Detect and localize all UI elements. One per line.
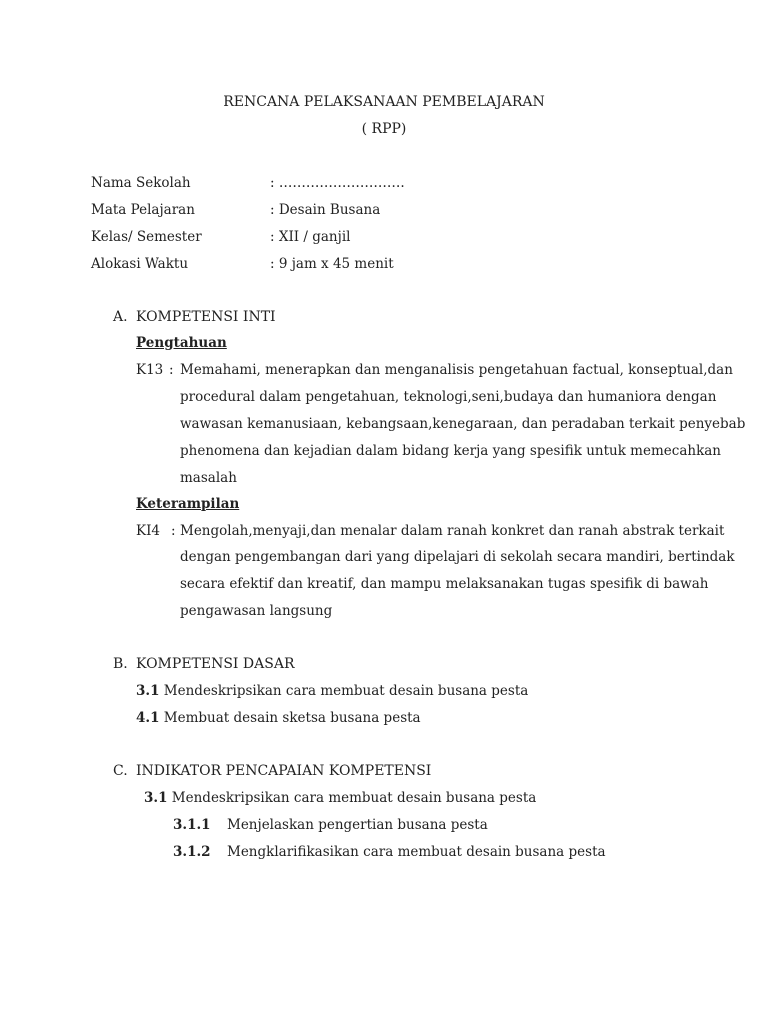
ki4-code: KI4 (136, 523, 161, 539)
kd-item-text: Mendeskripsikan cara membuat desain busana pesta (163, 683, 529, 699)
keterampilan-heading: Keterampilan (136, 496, 240, 512)
document-title: RENCANA PELAKSANAAN PEMBELAJARAN (223, 94, 545, 110)
ki3-line: Memahami, menerapkan dan menganalisis pengetahuan factual, konseptual,dan (180, 362, 733, 378)
ki4-separator: : (171, 523, 176, 539)
identity-label-time: Alokasi Waktu (91, 256, 189, 272)
pengetahuan-heading: Pengtahuan (136, 335, 227, 351)
ki3-line: procedural dalam pengetahuan, teknologi,seni,budaya dan humaniora dengan (180, 389, 717, 405)
indicator-subitem-text: Mengklarifikasikan cara membuat desain busana pesta (227, 844, 606, 860)
identity-label-class: Kelas/ Semester (91, 229, 202, 245)
kd-item-number: 3.1 (136, 683, 160, 699)
section-c-title: INDIKATOR PENCAPAIAN KOMPETENSI (136, 763, 432, 779)
indicator-item (144, 790, 536, 806)
section-c-letter: C. (113, 763, 128, 779)
ki3-line: masalah (180, 470, 237, 486)
ki3-line: phenomena dan kejadian dalam bidang kerja yang spesifik untuk memecahkan (180, 443, 721, 459)
identity-value-school: : ………………………. (270, 175, 405, 191)
indicator-subitem-text: Menjelaskan pengertian busana pesta (227, 817, 488, 833)
ki3-line: wawasan kemanusiaan, kebangsaan,kenegaraan, dan peradaban terkait penyebab (180, 416, 746, 432)
document-subtitle: ( RPP) (361, 121, 407, 137)
kd-item (136, 683, 528, 699)
identity-value-time: : 9 jam x 45 menit (270, 256, 394, 272)
ki3-separator: : (169, 362, 174, 378)
kd-item-text: Membuat desain sketsa busana pesta (163, 710, 421, 726)
identity-value-class: : XII / ganjil (270, 229, 351, 245)
section-b-title: KOMPETENSI DASAR (136, 656, 295, 672)
identity-value-subject: : Desain Busana (270, 202, 381, 218)
ki3-code: K13 (136, 362, 164, 378)
identity-label-subject: Mata Pelajaran (91, 202, 195, 218)
section-b-letter: B. (113, 656, 128, 672)
indicator-subitem-number: 3.1.1 (173, 817, 211, 833)
ki4-line: dengan pengembangan dari yang dipelajari di sekolah secara mandiri, bertindak (180, 549, 735, 565)
indicator-subitem-number: 3.1.2 (173, 844, 211, 860)
section-a-letter: A. (113, 309, 128, 325)
ki4-line: secara efektif dan kreatif, dan mampu melaksanakan tugas spesifik di bawah (180, 576, 709, 592)
indicator-item-text: Mendeskripsikan cara membuat desain busana pesta (171, 790, 537, 806)
section-a-title: KOMPETENSI INTI (136, 309, 276, 325)
kd-item (136, 710, 421, 726)
ki4-line: Mengolah,menyaji,dan menalar dalam ranah konkret dan ranah abstrak terkait (180, 523, 725, 539)
ki4-line: pengawasan langsung (180, 603, 333, 619)
indicator-item-number: 3.1 (144, 790, 168, 806)
identity-label-school: Nama Sekolah (91, 175, 191, 191)
kd-item-number: 4.1 (136, 710, 160, 726)
